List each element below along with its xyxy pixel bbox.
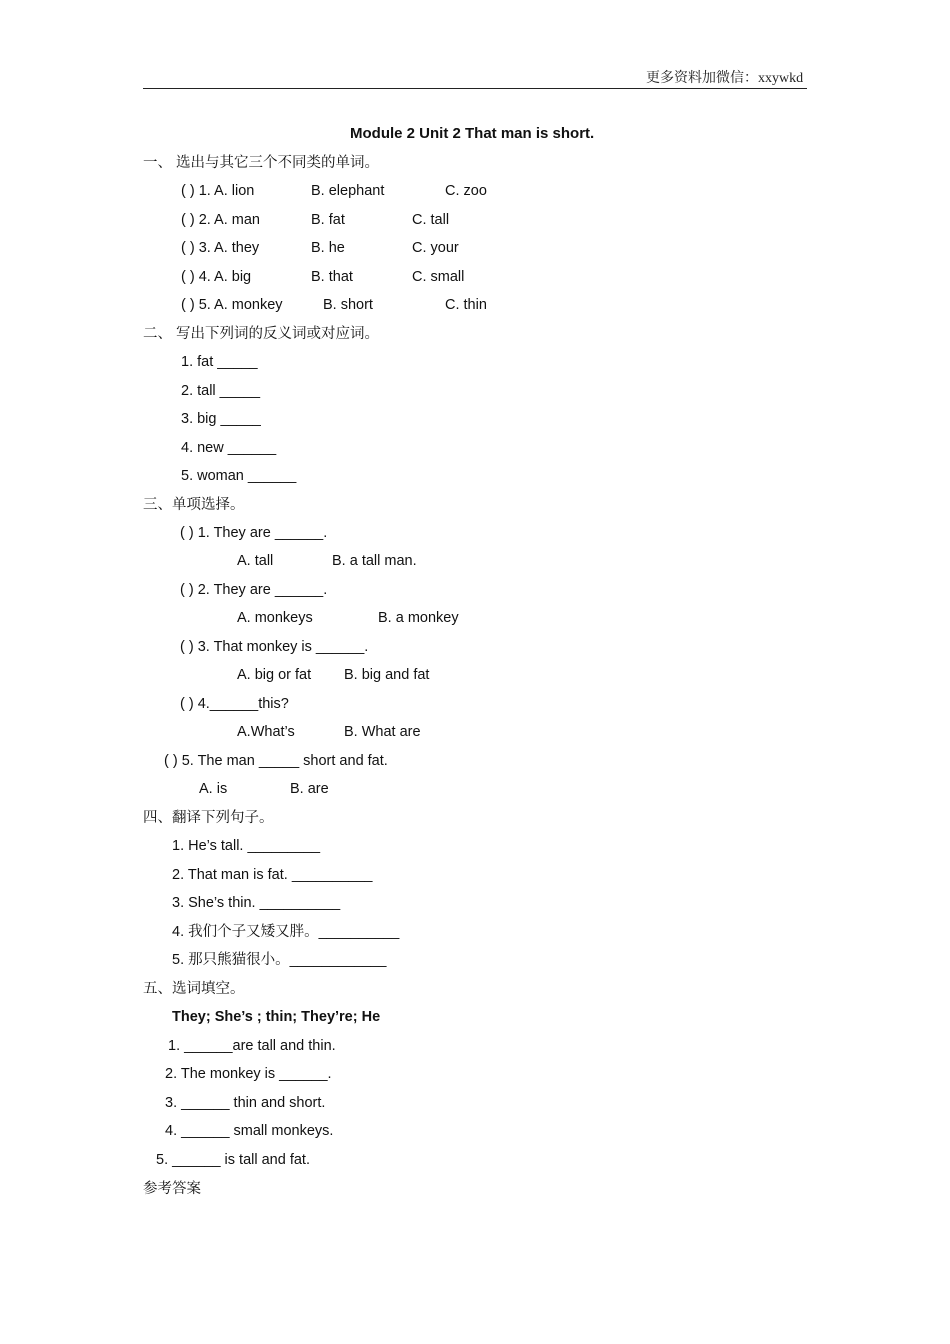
- s5-item-2: 2. The monkey is ______.: [165, 1066, 332, 1082]
- s3-q5: ( ) 5. The man _____ short and fat.: [164, 753, 388, 769]
- s4-item-5: 5. 那只熊猫很小。____________: [172, 952, 387, 968]
- s3-q1-a: A. tall: [237, 553, 274, 569]
- s1-q5-b: B. short: [323, 297, 373, 313]
- section-5-heading: 五、选词填空。: [143, 981, 245, 997]
- s3-q2: ( ) 2. They are ______.: [180, 582, 328, 598]
- s4-item-2: 2. That man is fat. __________: [172, 867, 373, 883]
- section-4-heading: 四、翻译下列句子。: [143, 810, 274, 826]
- s4-item-1: 1. He’s tall. _________: [172, 838, 321, 854]
- s3-q2-b: B. a monkey: [378, 610, 459, 626]
- s1-q1-c: C. zoo: [445, 183, 487, 199]
- section-2-heading: 二、 写出下列词的反义词或对应词。: [143, 326, 380, 342]
- s3-q4-b: B. What are: [344, 724, 421, 740]
- s3-q5-b: B. are: [290, 781, 329, 797]
- s1-q2-b: B. fat: [311, 212, 345, 228]
- s3-q3-a: A. big or fat: [237, 667, 312, 683]
- s1-q2-c: C. tall: [412, 212, 450, 228]
- s3-q2-a: A. monkeys: [237, 610, 313, 626]
- s3-q5-a: A. is: [199, 781, 228, 797]
- s1-q3-c: C. your: [412, 240, 459, 256]
- s2-item-4: 4. new ______: [181, 440, 277, 456]
- section-1-heading: 一、 选出与其它三个不同类的单词。: [143, 155, 380, 171]
- s1-q4-c: C. small: [412, 269, 465, 285]
- header-rule: [143, 88, 807, 89]
- s4-item-3: 3. She’s thin. __________: [172, 895, 341, 911]
- s4-item-4: 4. 我们个子又矮又胖。__________: [172, 924, 400, 940]
- s3-q3: ( ) 3. That monkey is ______.: [180, 639, 369, 655]
- header-text: 更多资料加微信：xxywkd: [646, 71, 804, 86]
- s1-q5: ( ) 5. A. monkey: [181, 297, 283, 313]
- s5-item-3: 3. ______ thin and short.: [165, 1095, 326, 1111]
- s1-q4: ( ) 4. A. big: [181, 269, 252, 285]
- section-3-heading: 三、单项选择。: [143, 497, 245, 513]
- page-title: Module 2 Unit 2 That man is short.: [350, 125, 595, 142]
- s3-q4-a: A.What’s: [237, 724, 295, 740]
- s2-item-2: 2. tall _____: [181, 383, 261, 399]
- s1-q5-c: C. thin: [445, 297, 487, 313]
- answers-heading: 参考答案: [143, 1181, 201, 1197]
- s5-item-1: 1. ______are tall and thin.: [168, 1038, 336, 1054]
- s5-item-5: 5. ______ is tall and fat.: [156, 1152, 310, 1168]
- s3-q1: ( ) 1. They are ______.: [180, 525, 328, 541]
- s2-item-5: 5. woman ______: [181, 468, 297, 484]
- s3-q4: ( ) 4.______this?: [180, 696, 289, 712]
- s2-item-3: 3. big _____: [181, 411, 261, 427]
- s1-q4-b: B. that: [311, 269, 353, 285]
- s1-q3: ( ) 3. A. they: [181, 240, 260, 256]
- s5-item-4: 4. ______ small monkeys.: [165, 1123, 334, 1139]
- s1-q2: ( ) 2. A. man: [181, 212, 260, 228]
- s1-q1: ( ) 1. A. lion: [181, 183, 255, 199]
- s1-q1-b: B. elephant: [311, 183, 385, 199]
- s2-item-1: 1. fat _____: [181, 354, 258, 370]
- s1-q3-b: B. he: [311, 240, 345, 256]
- s5-word-bank: They; She’s ; thin; They’re; He: [172, 1009, 381, 1025]
- s3-q3-b: B. big and fat: [344, 667, 430, 683]
- s3-q1-b: B. a tall man.: [332, 553, 417, 569]
